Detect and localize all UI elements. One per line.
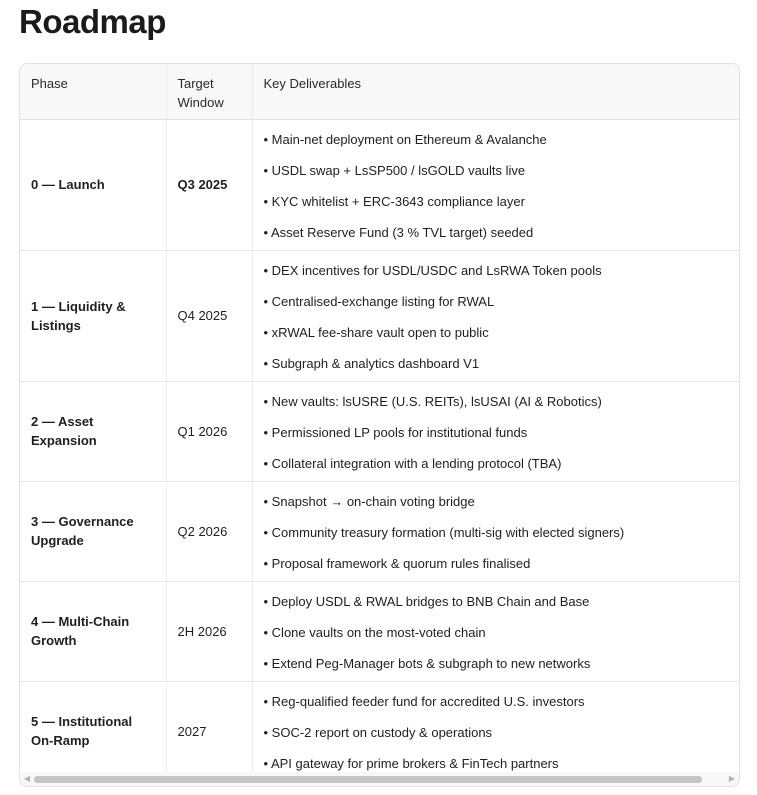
phase-cell: 1 — Liquidity & Listings — [20, 250, 166, 381]
target-window-cell: 2H 2026 — [166, 581, 252, 681]
table-row — [20, 681, 740, 781]
deliverable-item: • Permissioned LP pools for institutional funds — [263, 424, 528, 440]
deliverable-item: • Clone vaults on the most-voted chain — [263, 624, 486, 640]
deliverable-item: • API gateway for prime brokers & FinTech partners — [263, 755, 559, 771]
scroll-left-icon[interactable]: ◀ — [23, 774, 31, 783]
phase-cell: 3 — Governance Upgrade — [20, 481, 166, 581]
deliverable-item: • Collateral integration with a lending protocol (TBA) — [263, 455, 562, 471]
deliverable-item: • KYC whitelist + ERC-3643 compliance layer — [263, 193, 525, 209]
deliverable-item: • New vaults: lsUSRE (U.S. REITs), lsUSAI (AI & Robotics) — [263, 393, 602, 409]
deliverables-cell — [252, 119, 740, 250]
header-target-window-line1: Target — [177, 76, 214, 91]
deliverables-cell — [252, 481, 740, 581]
deliverable-item: • Deploy USDL & RWAL bridges to BNB Chain and Base — [263, 593, 590, 609]
phase-cell: 0 — Launch — [20, 119, 166, 250]
deliverable-item: • Subgraph & analytics dashboard V1 — [263, 355, 480, 371]
target-window-cell: Q1 2026 — [166, 381, 252, 481]
phase-cell: 2 — Asset Expansion — [20, 381, 166, 481]
deliverables-cell — [252, 681, 740, 781]
deliverables-cell — [252, 381, 740, 481]
phase-cell: 5 — Institutional On-Ramp — [20, 681, 166, 781]
deliverables-cell — [252, 250, 740, 381]
table-row — [20, 581, 740, 681]
deliverable-item: • USDL swap + LsSP500 / lsGOLD vaults live — [263, 162, 526, 178]
deliverables-cell — [252, 581, 740, 681]
horizontal-scrollbar[interactable] — [20, 772, 739, 786]
table-row — [20, 250, 740, 381]
deliverable-item: • Community treasury formation (multi-sig with elected signers) — [263, 524, 625, 540]
target-window-cell: 2027 — [166, 681, 252, 781]
deliverable-item: • SOC-2 report on custody & operations — [263, 724, 493, 740]
header-target-window-line2: Window — [177, 95, 224, 110]
deliverable-item: • Reg-qualified feeder fund for accredited U.S. investors — [263, 693, 585, 709]
scroll-right-icon[interactable]: ▶ — [728, 774, 736, 783]
deliverable-item: • Asset Reserve Fund (3 % TVL target) seeded — [263, 224, 534, 240]
header-key-deliverables: Key Deliverables — [252, 64, 740, 119]
target-window-cell: Q2 2026 — [166, 481, 252, 581]
header-target-window — [166, 64, 252, 119]
deliverable-item: • Proposal framework & quorum rules finalised — [263, 555, 531, 571]
deliverable-item: • Centralised-exchange listing for RWAL — [263, 293, 495, 309]
deliverable-item: • Extend Peg-Manager bots & subgraph to new networks — [263, 655, 591, 671]
table-header-row — [20, 64, 740, 119]
table-row — [20, 119, 740, 250]
scrollbar-thumb[interactable] — [34, 776, 702, 783]
header-phase: Phase — [20, 64, 166, 119]
table-row — [20, 381, 740, 481]
roadmap-table-container[interactable] — [19, 63, 740, 787]
page-title: Roadmap — [19, 3, 166, 40]
deliverable-item: • DEX incentives for USDL/USDC and LsRWA Token pools — [263, 262, 602, 278]
deliverable-item: • xRWAL fee-share vault open to public — [263, 324, 489, 340]
target-window-cell: Q4 2025 — [166, 250, 252, 381]
deliverable-item: • Main-net deployment on Ethereum & Avalanche — [263, 131, 547, 147]
roadmap-table — [20, 64, 740, 781]
deliverable-item: • Snapshot → on-chain voting bridge — [263, 493, 475, 509]
target-window-cell: Q3 2025 — [166, 119, 252, 250]
table-row — [20, 481, 740, 581]
phase-cell: 4 — Multi-Chain Growth — [20, 581, 166, 681]
